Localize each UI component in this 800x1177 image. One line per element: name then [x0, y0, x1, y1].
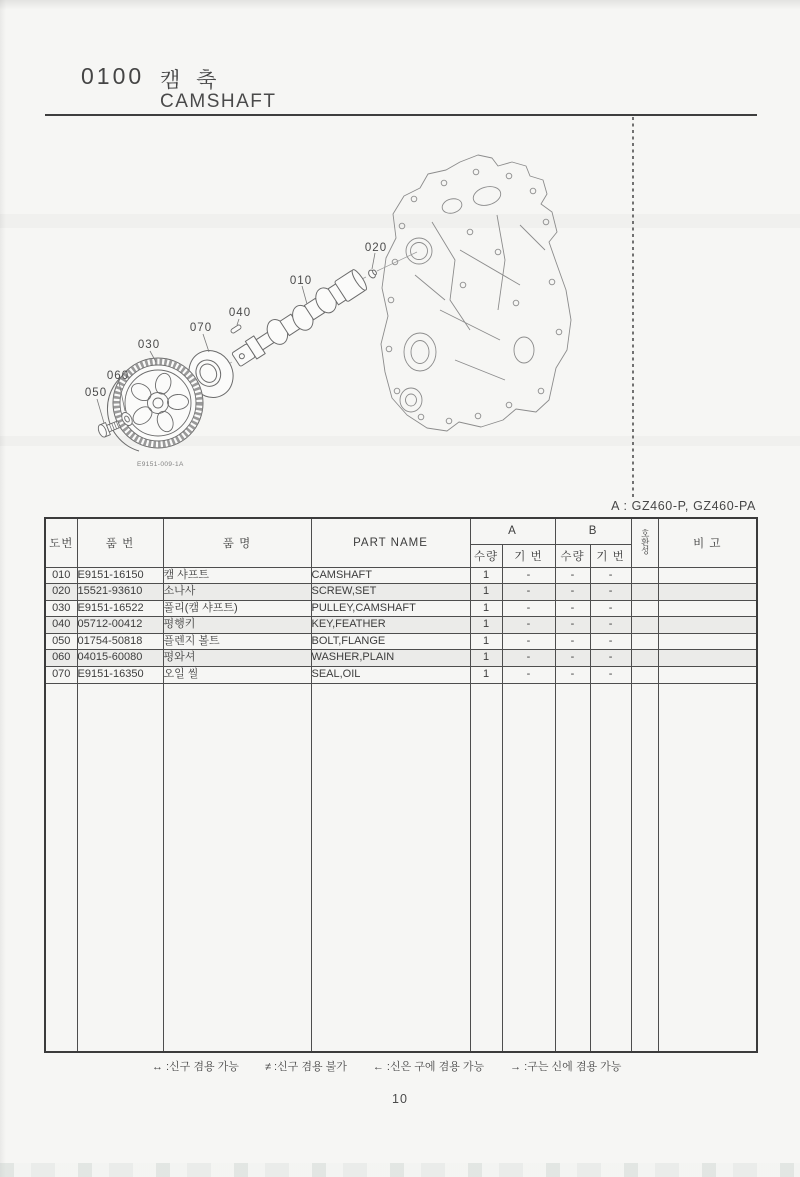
cell-a_rem: - [502, 584, 555, 601]
cell-b_rem: - [590, 584, 631, 601]
cell-part_no: 05712-00412 [77, 617, 163, 634]
cell-b_qty: - [555, 617, 590, 634]
cell-compat [631, 567, 658, 584]
callout-070: 070 [189, 322, 213, 334]
cell-ref: 020 [45, 584, 77, 601]
cell-a_rem: - [502, 667, 555, 684]
col-header-compat-label: 호환성 [640, 528, 651, 555]
cell-part_no: E9151-16150 [77, 567, 163, 584]
section-code: 0100 [81, 63, 145, 89]
legend-text: :신은 구에 겸용 가능 [386, 1061, 485, 1073]
cell-part_name: SEAL,OIL [311, 667, 470, 684]
col-header-part-name: PART NAME [311, 518, 470, 567]
cell-b_rem: - [590, 650, 631, 667]
cell-b_rem: - [590, 633, 631, 650]
cell-note [658, 617, 757, 634]
cell-name_ko: 평와셔 [163, 650, 311, 667]
table-row [45, 633, 757, 650]
col-header-qty-a: 수량 [470, 544, 502, 567]
col-header-remark-b: 기 번 [590, 544, 631, 567]
cell-part_name: CAMSHAFT [311, 567, 470, 584]
callout-050: 050 [84, 387, 108, 399]
legend-item [510, 1058, 621, 1074]
cell-a_qty: 1 [470, 584, 502, 601]
empty-cell [470, 683, 502, 1052]
col-header-name-ko: 품 명 [163, 518, 311, 567]
interchangeability-legend [152, 1058, 621, 1074]
scan-artifact-bottom [0, 1163, 800, 1177]
col-header-group-a: A [470, 518, 555, 544]
cell-part_name: WASHER,PLAIN [311, 650, 470, 667]
cell-b_qty: - [555, 667, 590, 684]
callout-040: 040 [228, 307, 252, 319]
cell-note [658, 650, 757, 667]
empty-cell [631, 683, 658, 1052]
cell-name_ko: 소나사 [163, 584, 311, 601]
cell-b_rem: - [590, 617, 631, 634]
cell-part_no: E9151-16350 [77, 667, 163, 684]
cell-part_name: SCREW,SET [311, 584, 470, 601]
cell-b_rem: - [590, 667, 631, 684]
cell-compat [631, 650, 658, 667]
cell-a_rem: - [502, 650, 555, 667]
cell-part_no: 15521-93610 [77, 584, 163, 601]
page-title-english: CAMSHAFT [160, 91, 277, 112]
legend-text: :구는 신에 겸용 가능 [524, 1061, 622, 1073]
cell-a_qty: 1 [470, 600, 502, 617]
header-rule [45, 114, 757, 116]
legend-item [152, 1058, 239, 1074]
callout-030: 030 [137, 339, 161, 351]
col-header-qty-b: 수량 [555, 544, 590, 567]
cell-a_qty: 1 [470, 567, 502, 584]
parts-table-body [45, 567, 757, 1052]
cell-compat [631, 600, 658, 617]
cell-ref: 030 [45, 600, 77, 617]
cell-a_rem: - [502, 600, 555, 617]
cell-ref: 040 [45, 617, 77, 634]
legend-item [373, 1058, 484, 1074]
engine-bolt-holes [386, 169, 562, 424]
empty-cell [77, 683, 163, 1052]
cell-b_qty: - [555, 633, 590, 650]
cell-ref: 050 [45, 633, 77, 650]
cell-ref: 060 [45, 650, 77, 667]
cell-name_ko: 캠 샤프트 [163, 567, 311, 584]
cell-note [658, 567, 757, 584]
col-header-compat [631, 518, 658, 567]
cell-compat [631, 667, 658, 684]
cell-b_qty: - [555, 650, 590, 667]
cell-compat [631, 633, 658, 650]
cell-a_rem: - [502, 567, 555, 584]
cell-name_ko: 풀리(캠 샤프트) [163, 600, 311, 617]
cell-b_rem: - [590, 600, 631, 617]
empty-cell [590, 683, 631, 1052]
parts-diagram [50, 130, 650, 490]
model-applicability: A : GZ460-P, GZ460-PA [611, 499, 756, 513]
cell-note [658, 600, 757, 617]
cell-a_rem: - [502, 633, 555, 650]
cell-note [658, 633, 757, 650]
table-row [45, 650, 757, 667]
set-screw-drawing [367, 268, 378, 279]
cell-part_no: E9151-16522 [77, 600, 163, 617]
cell-a_qty: 1 [470, 650, 502, 667]
table-row [45, 600, 757, 617]
cell-b_qty: - [555, 600, 590, 617]
col-header-remark-a: 기 번 [502, 544, 555, 567]
scan-artifact-left [0, 0, 6, 1177]
cell-a_qty: 1 [470, 667, 502, 684]
cell-b_qty: - [555, 584, 590, 601]
figure-code: E9151-009-1A [137, 461, 184, 468]
cell-part_name: KEY,FEATHER [311, 617, 470, 634]
cell-compat [631, 617, 658, 634]
cell-a_qty: 1 [470, 617, 502, 634]
cell-part_no: 04015-60080 [77, 650, 163, 667]
cell-name_ko: 평행키 [163, 617, 311, 634]
table-row [45, 667, 757, 684]
cell-note [658, 584, 757, 601]
col-header-group-b: B [555, 518, 631, 544]
empty-cell [555, 683, 590, 1052]
legend-text: :신구 겸용 가능 [166, 1061, 239, 1073]
cell-name_ko: 오일 씰 [163, 667, 311, 684]
not-interchangeable-icon: ≠ [264, 1061, 271, 1073]
cell-ref: 010 [45, 567, 77, 584]
empty-cell [658, 683, 757, 1052]
table-empty-area [45, 683, 757, 1052]
col-header-part-no: 품 번 [77, 518, 163, 567]
empty-cell [311, 683, 470, 1052]
both-ways-arrow-icon: ↔ [152, 1061, 163, 1073]
cell-compat [631, 584, 658, 601]
cell-a_rem: - [502, 617, 555, 634]
callout-010: 010 [289, 275, 313, 287]
cell-name_ko: 플렌지 볼트 [163, 633, 311, 650]
page-number: 10 [392, 1092, 408, 1106]
cell-a_qty: 1 [470, 633, 502, 650]
cell-note [658, 667, 757, 684]
left-arrow-icon: ← [372, 1061, 384, 1073]
col-header-ref: 도번 [45, 518, 77, 567]
page-title-korean: 캠 축 [160, 69, 222, 92]
empty-cell [45, 683, 77, 1052]
legend-text: :신구 겸용 불가 [273, 1061, 347, 1073]
cell-part_no: 01754-50818 [77, 633, 163, 650]
cell-part_name: PULLEY,CAMSHAFT [311, 600, 470, 617]
empty-cell [502, 683, 555, 1052]
cell-part_name: BOLT,FLANGE [311, 633, 470, 650]
cell-b_qty: - [555, 567, 590, 584]
callout-060: 060 [106, 370, 130, 382]
legend-item [265, 1058, 347, 1074]
callout-020: 020 [364, 242, 388, 254]
table-row [45, 584, 757, 601]
cell-ref: 070 [45, 667, 77, 684]
scan-artifact-top [0, 0, 800, 10]
parts-table [44, 517, 758, 1053]
table-row [45, 617, 757, 634]
feather-key-drawing [230, 324, 242, 334]
table-row [45, 567, 757, 584]
right-arrow-icon: → [510, 1061, 522, 1073]
empty-cell [163, 683, 311, 1052]
col-header-note: 비 고 [658, 518, 757, 567]
cell-b_rem: - [590, 567, 631, 584]
engine-block-drawing [381, 155, 571, 431]
